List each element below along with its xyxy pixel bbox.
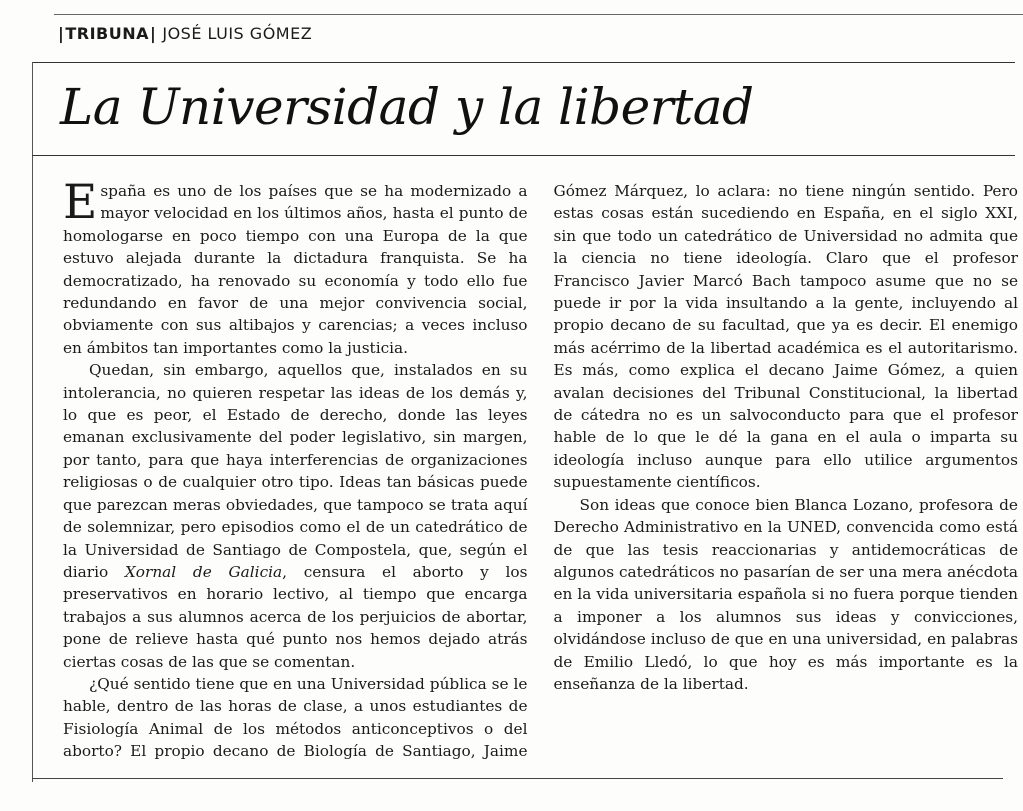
title-divider bbox=[32, 155, 1015, 156]
left-border bbox=[32, 62, 33, 782]
top-rule bbox=[54, 14, 1023, 15]
bottom-rule bbox=[32, 778, 1003, 779]
drop-cap: E bbox=[63, 175, 98, 230]
paragraph-3: ¿Qué sentido tiene que en una Universidad pública se le hable, dentro de las horas de clase, a unos estudiantes de Fisiología Animal de los métodos anticonceptivos o del aborto? El propio decano de Biología de Santiago, Jaime Gómez Márquez, lo aclara: no tiene ningún sentido. Pero estas cosas están sucediendo en España, en el siglo XXI, sin que todo un catedrático de Universidad no admita que la ciencia no tiene ideología. Claro que el profesor Francisco Javier Marcó Bach tampoco asume que no se puede ir por la vida insultando a la gente, incluyendo al propio decano de su facultad, que ya es decir. El enemigo más acérrimo de la libertad académica es el autoritarismo. Es más, como explica el decano Jaime Gómez, a quien avalan decisiones del Tribunal Constitucional, la libertad de cátedra no es un salvoconducto para que el profesor hable de lo que le dé la gana en el aula o imparta su ideología incluso aunque para ello utilice argumentos supuestamente científicos. bbox=[63, 182, 1018, 761]
author-name: JOSÉ LUIS GÓMEZ bbox=[162, 24, 313, 43]
paragraph-4: Son ideas que conoce bien Blanca Lozano, profesora de Derecho Administrativo en la UNED, convencida como está de que las tesis reaccionarias y antidemocráticas de algunos catedráticos no pasarían de ser una mera anécdota en la vida universitaria española si no fuera porque tienden a imponer a los alumnos sus ideas y convicciones, olvidándose incluso de que en una universidad, en palabras de Emilio Lledó, lo que hoy es más importante es la enseñanza de la libertad. bbox=[553, 495, 1018, 693]
article-body bbox=[63, 175, 1018, 772]
paragraph-2: Quedan, sin embargo, aquellos que, instalados en su intolerancia, no quieren respetar las ideas de los demás y, lo que es peor, el Estado de derecho, donde las leyes emanan exclusivamente del poder legislativo, sin margen, por tanto, para que haya interferencias de organizaciones religiosas o de cualquier otro tipo. Ideas tan básicas puede que parezcan meras obviedades, que tampoco se trata aquí de solemnizar, pero episodios como el de un catedrático de la Universidad de Santiago de Compostela, que, según el diario Xornal de Galicia, censura el aborto y los preservativos en horario lectivo, al tiempo que encarga trabajos a sus alumnos acerca de los perjuicios de abortar, pone de relieve hasta qué punto nos hemos dejado atrás ciertas cosas de las que se comentan. bbox=[63, 361, 528, 671]
column-header bbox=[58, 24, 312, 43]
article-title: La Universidad y la libertad bbox=[60, 78, 754, 136]
paragraph-1: España es uno de los países que se ha modernizado a mayor velocidad en los últimos años, hasta el punto de homologarse en poco tiempo con una Europa de la que estuvo alejada durante la dictadura franquista. Se ha democratizado, ha renovado su economía y todo ello fue redundando en favor de una mejor convivencia social, obviamente con sus altibajos y carencias; a veces incluso en ámbitos tan importantes como la justicia. bbox=[63, 175, 528, 357]
newspaper-name: Xornal de Galicia bbox=[124, 562, 283, 581]
section-label: | TRIBUNA | bbox=[58, 24, 162, 43]
header-divider bbox=[32, 62, 1015, 63]
